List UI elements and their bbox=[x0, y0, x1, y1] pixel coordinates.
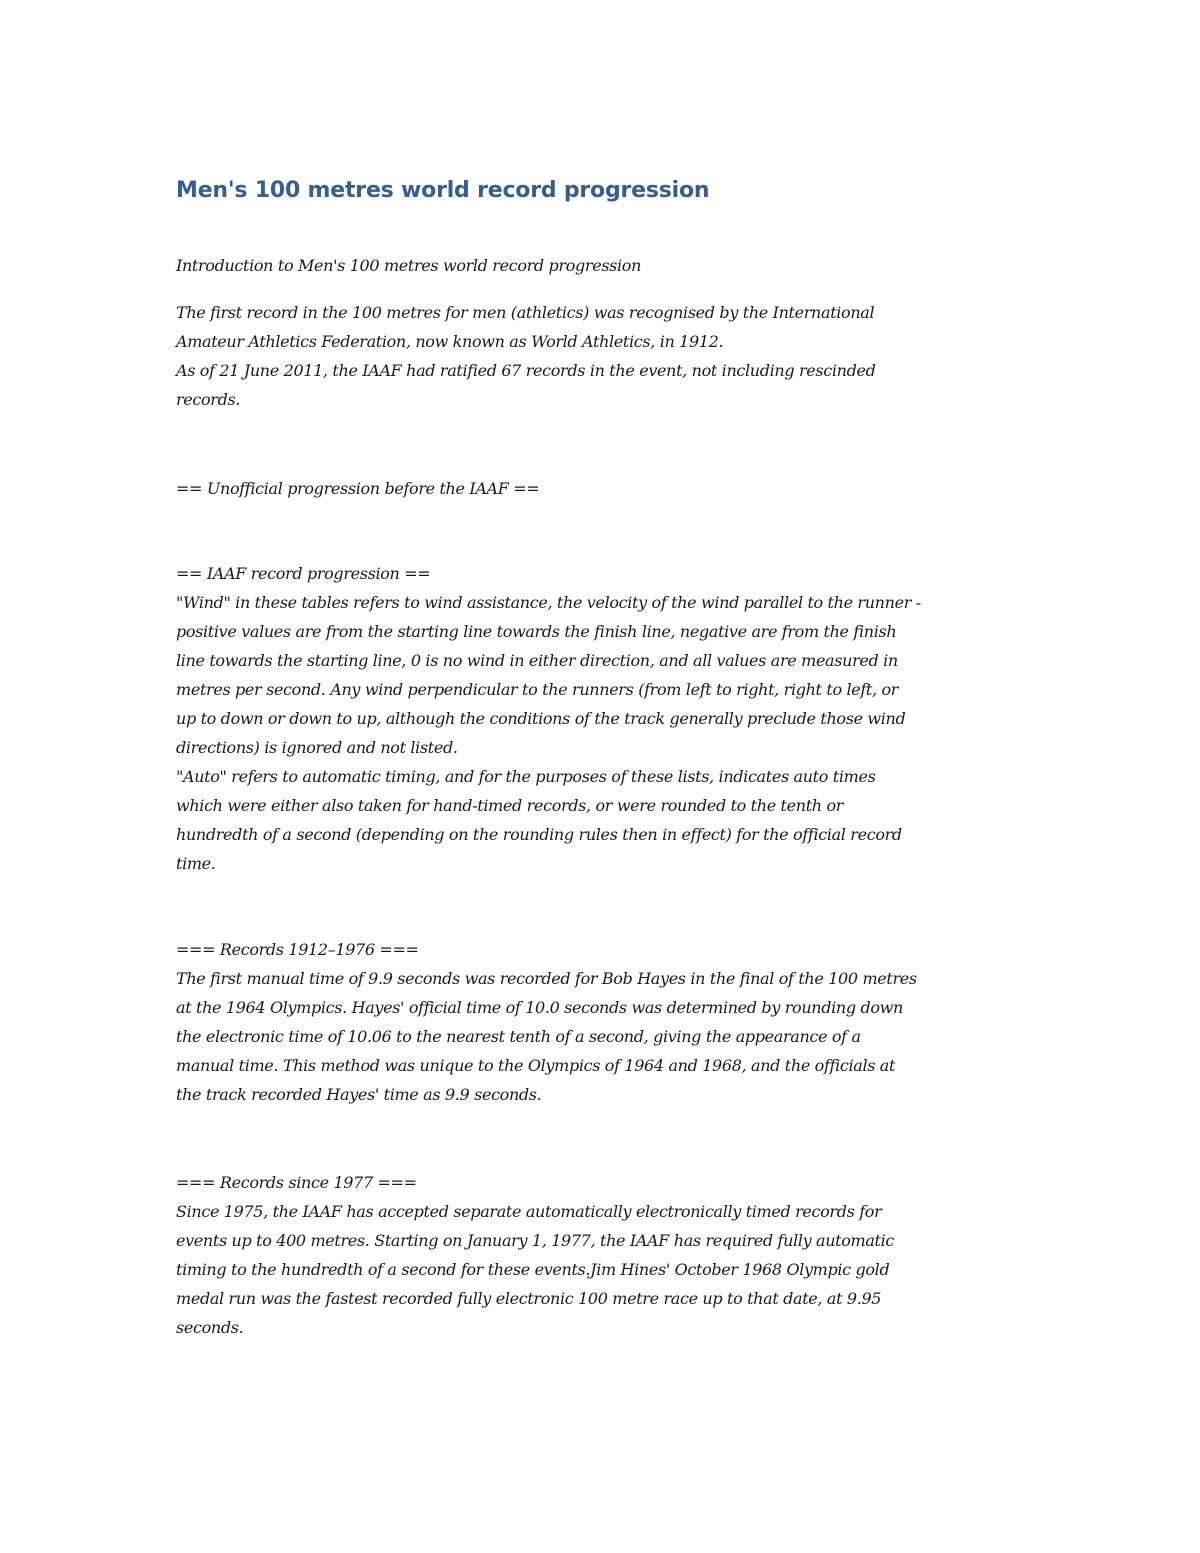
intro-paragraph bbox=[176, 298, 1056, 414]
document-title: Men's 100 metres world record progression bbox=[176, 178, 710, 203]
records-1912-line-3: the electronic time of 10.06 to the nearest tenth of a second, giving the appearance of a bbox=[176, 1027, 861, 1046]
iaaf-section bbox=[176, 559, 1056, 878]
records-1912-line-2: at the 1964 Olympics. Hayes' official time of 10.0 seconds was determined by rounding down bbox=[176, 998, 903, 1017]
iaaf-progression-heading: == IAAF record progression == bbox=[176, 564, 431, 583]
iaaf-line-4: metres per second. Any wind perpendicular to the runners (from left to right, right to left, or bbox=[176, 680, 899, 699]
records-1912-line-5: the track recorded Hayes' time as 9.9 seconds. bbox=[176, 1085, 542, 1104]
iaaf-line-7: "Auto" refers to automatic timing, and for the purposes of these lists, indicates auto times bbox=[176, 767, 876, 786]
intro-heading: Introduction to Men's 100 metres world record progression bbox=[176, 256, 642, 275]
records-1977-section bbox=[176, 1168, 1056, 1342]
records-1977-line-1: Since 1975, the IAAF has accepted separate automatically electronically timed records for bbox=[176, 1202, 882, 1221]
iaaf-line-8: which were either also taken for hand-timed records, or were rounded to the tenth or bbox=[176, 796, 844, 815]
intro-line-2: Amateur Athletics Federation, now known as World Athletics, in 1912. bbox=[176, 332, 724, 351]
intro-line-3: As of 21 June 2011, the IAAF had ratified 67 records in the event, not including rescinded bbox=[176, 361, 876, 380]
iaaf-line-10: time. bbox=[176, 854, 216, 873]
iaaf-line-2: positive values are from the starting line towards the finish line, negative are from the finish bbox=[176, 622, 897, 641]
records-1977-heading: === Records since 1977 === bbox=[176, 1173, 417, 1192]
records-1977-line-4: medal run was the fastest recorded fully electronic 100 metre race up to that date, at 9.95 bbox=[176, 1289, 882, 1308]
records-1912-line-1: The first manual time of 9.9 seconds was recorded for Bob Hayes in the final of the 100 metres bbox=[176, 969, 917, 988]
iaaf-line-6: directions) is ignored and not listed. bbox=[176, 738, 458, 757]
iaaf-line-9: hundredth of a second (depending on the rounding rules then in effect) for the official record bbox=[176, 825, 902, 844]
records-1912-heading: === Records 1912–1976 === bbox=[176, 940, 419, 959]
records-1977-line-2: events up to 400 metres. Starting on January 1, 1977, the IAAF has required fully automatic bbox=[176, 1231, 895, 1250]
iaaf-line-5: up to down or down to up, although the conditions of the track generally preclude those wind bbox=[176, 709, 906, 728]
iaaf-line-3: line towards the starting line, 0 is no wind in either direction, and all values are measured in bbox=[176, 651, 898, 670]
iaaf-line-1: "Wind" in these tables refers to wind assistance, the velocity of the wind parallel to the runner - bbox=[176, 593, 921, 612]
unofficial-progression-heading: == Unofficial progression before the IAAF == bbox=[176, 479, 540, 498]
intro-line-4: records. bbox=[176, 390, 241, 409]
records-1977-line-3: timing to the hundredth of a second for these events.Jim Hines' October 1968 Olympic gold bbox=[176, 1260, 890, 1279]
intro-line-1: The first record in the 100 metres for men (athletics) was recognised by the International bbox=[176, 303, 875, 322]
records-1912-section bbox=[176, 935, 1056, 1109]
records-1977-line-5: seconds. bbox=[176, 1318, 244, 1337]
records-1912-line-4: manual time. This method was unique to the Olympics of 1964 and 1968, and the officials at bbox=[176, 1056, 896, 1075]
